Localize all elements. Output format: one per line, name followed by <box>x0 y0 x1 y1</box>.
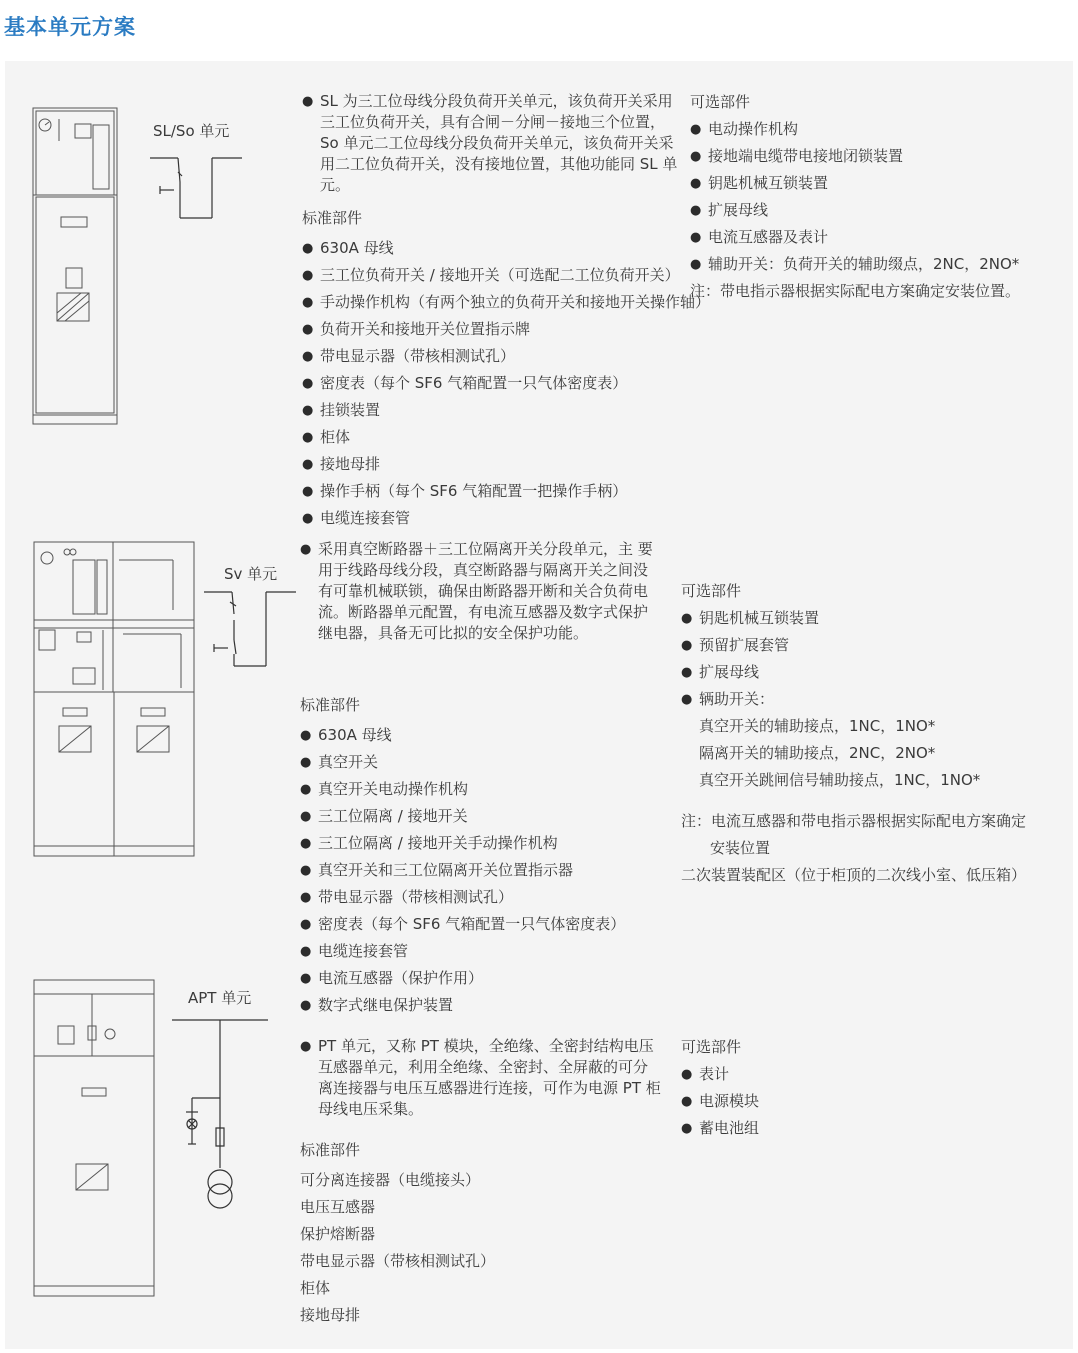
apt-optional-column <box>681 1034 1061 1142</box>
sv-optional-sub-item: 真空开关的辅助接点，1NC，1NO* <box>699 717 936 735</box>
list-item: ● 负荷开关和接地开关位置指示牌 <box>302 316 682 343</box>
list-item: ● 三工位隔离 / 接地开关手动操作机构 <box>300 830 680 857</box>
apt-optional-list <box>681 1061 1061 1142</box>
sv-standard-block <box>300 695 680 1019</box>
list-item: ● 真空开关和三工位隔离开关位置指示器 <box>300 857 680 884</box>
apt-text-column <box>300 1036 662 1329</box>
sv-optional-column <box>681 578 1066 889</box>
list-item: ● 真空开关电动操作机构 <box>300 776 680 803</box>
list-item: ● 扩展母线 <box>681 659 1066 686</box>
apt-optional-heading: 可选部件 <box>681 1038 742 1056</box>
list-item: ● 数字式继电保护装置 <box>300 992 680 1019</box>
list-item: ● 630A 母线 <box>300 722 680 749</box>
page-title: 基本单元方案 <box>4 15 136 39</box>
sl-unit-label: SL/So 单元 <box>153 122 230 140</box>
list-item: ● 操作手柄（每个 SF6 气箱配置一把操作手柄） <box>302 478 682 505</box>
apt-cabinet-drawing <box>32 978 156 1298</box>
list-item: ● 电流互感器及表计 <box>690 224 1070 251</box>
list-item: ● 钥匙机械互锁装置 <box>681 605 1066 632</box>
list-item: ● 表计 <box>681 1061 1061 1088</box>
list-item: 柜体 <box>300 1279 331 1297</box>
list-item: ● 挂锁装置 <box>302 397 682 424</box>
sl-note: 注：带电指示器根据实际配电方案确定安装位置。 <box>690 282 1021 300</box>
sl-description: ● SL 为三工位母线分段负荷开关单元，该负荷开关采用三工位负荷开关，具有合闸－分闸－接地三个位置，So 单元二工位母线分段负荷开关单元，该负荷开关采用二工位负荷开关，没有接地位置，其他功能同 SL 单元。 <box>302 91 682 196</box>
list-item: ● 电缆连接套管 <box>302 505 682 532</box>
list-item: ● 带电显示器（带核相测试孔） <box>302 343 682 370</box>
sv-description-block <box>300 539 662 656</box>
sl-standard-list <box>302 235 711 532</box>
list-item: ● 真空开关 <box>300 749 680 776</box>
list-item: 可分离连接器（电缆接头） <box>300 1171 481 1189</box>
sl-optional-heading: 可选部件 <box>690 93 751 111</box>
apt-description: ● PT 单元，又称 PT 模块，全绝缘、全密封结构电压互感器单元，利用全绝缘、全密封、全屏蔽的可分离连接器与电压互感器进行连接，可作为电源 PT 柜母线电压采集。 <box>300 1036 662 1120</box>
list-item: ● 三工位负荷开关 / 接地开关（可选配二工位负荷开关） <box>302 262 682 289</box>
list-item: ● 电缆连接套管 <box>300 938 680 965</box>
sl-text-column <box>302 91 711 532</box>
list-item: ● 扩展母线 <box>690 197 1070 224</box>
sv-optional-heading: 可选部件 <box>681 582 742 600</box>
apt-standard-list <box>300 1167 662 1329</box>
list-item: ● 电动操作机构 <box>690 116 1070 143</box>
sv-optional-sub-item: 真空开关跳闸信号辅助接点，1NC，1NO* <box>699 771 981 789</box>
list-item: ● 三工位隔离 / 接地开关 <box>300 803 680 830</box>
sv-note-line2: 安装位置 <box>710 839 771 857</box>
list-item: ● 手动操作机构（有两个独立的负荷开关和接地开关操作轴） <box>302 289 682 316</box>
list-item: 带电显示器（带核相测试孔） <box>300 1252 496 1270</box>
sl-optional-column <box>690 89 1070 305</box>
sl-optional-list <box>690 116 1070 278</box>
apt-unit-label: APT 单元 <box>188 989 252 1007</box>
list-item: ● 接地母排 <box>302 451 682 478</box>
list-item: ● 辆助开关： <box>681 686 1066 713</box>
sv-optional-list <box>681 605 1066 713</box>
list-item: ● 带电显示器（带核相测试孔） <box>300 884 680 911</box>
list-item: 保护熔断器 <box>300 1225 376 1243</box>
list-item: ● 辅助开关：负荷开关的辅助缀点，2NC，2NO* <box>690 251 1070 278</box>
list-item: ● 电源模块 <box>681 1088 1061 1115</box>
list-item: ● 钥匙机械互锁装置 <box>690 170 1070 197</box>
list-item: ● 柜体 <box>302 424 682 451</box>
sv-description: ● 采用真空断路器＋三工位隔离开关分段单元，主 要用于线路母线分段，真空断路器与隔离开关之间没有可靠机械联锁，确保由断路器开断和关合负荷电流。断路器单元配置，有电流互感器及数字式保护继电器，具备无可比拟的安全保护功能。 <box>300 539 662 644</box>
sv-note-line1: 注：电流互感器和带电指示器根据实际配电方案确定 <box>681 812 1027 830</box>
sv-note2: 二次装置装配区（位于柜顶的二次线小室、低压箱） <box>681 866 1027 884</box>
list-item: ● 接地端电缆带电接地闭锁装置 <box>690 143 1070 170</box>
sv-unit-label: Sv 单元 <box>224 565 278 583</box>
sv-optional-sub-item: 隔离开关的辅助接点，2NC，2NO* <box>699 744 936 762</box>
list-item: ● 630A 母线 <box>302 235 682 262</box>
sv-single-line-diagram <box>204 590 299 670</box>
sv-cabinet-drawing <box>33 540 197 862</box>
sv-standard-list <box>300 722 680 1019</box>
list-item: ● 密度表（每个 SF6 气箱配置一只气体密度表） <box>302 370 682 397</box>
list-item: ● 蓄电池组 <box>681 1115 1061 1142</box>
list-item: ● 预留扩展套管 <box>681 632 1066 659</box>
sl-standard-heading: 标准部件 <box>302 209 363 227</box>
list-item: ● 密度表（每个 SF6 气箱配置一只气体密度表） <box>300 911 680 938</box>
sv-standard-heading: 标准部件 <box>300 696 361 714</box>
sl-cabinet-drawing <box>31 105 121 427</box>
sl-single-line-diagram <box>150 150 245 225</box>
list-item: ● 电流互感器（保护作用） <box>300 965 680 992</box>
apt-standard-heading: 标准部件 <box>300 1141 361 1159</box>
list-item: 接地母排 <box>300 1306 361 1324</box>
apt-single-line-diagram <box>172 1018 272 1213</box>
list-item: 电压互感器 <box>300 1198 376 1216</box>
